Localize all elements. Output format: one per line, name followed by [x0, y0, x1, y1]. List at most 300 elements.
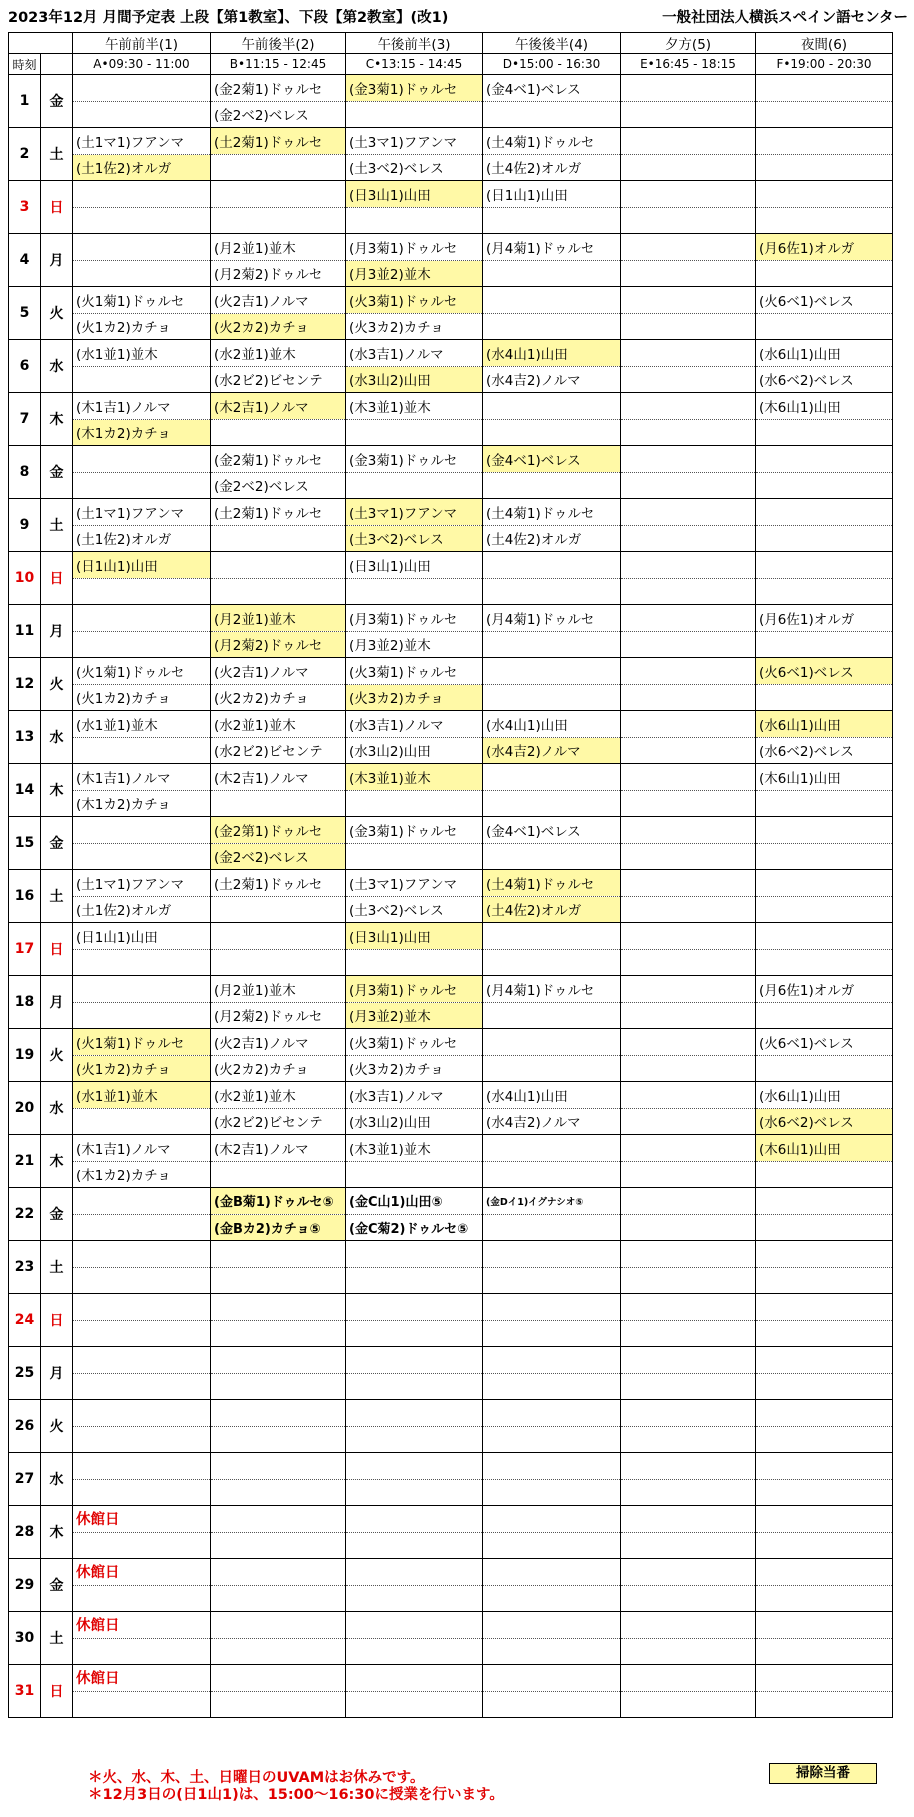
class-slot: (木2吉1)ノルマ — [211, 764, 346, 791]
table-row — [9, 419, 893, 446]
class-slot: (水3吉1)ノルマ — [346, 711, 483, 738]
class-slot — [73, 1400, 211, 1427]
class-slot — [483, 1453, 621, 1480]
table-row — [9, 923, 893, 950]
class-slot — [756, 1002, 893, 1029]
table-row — [9, 1373, 893, 1400]
class-slot: (月2並1)並木 — [211, 976, 346, 1003]
class-slot: (金2ベ2)ベレス — [211, 101, 346, 128]
class-slot: (木1吉1)ノルマ — [73, 764, 211, 791]
day-number: 20 — [9, 1082, 41, 1135]
class-slot — [621, 393, 756, 420]
table-row — [9, 711, 893, 738]
table-row — [9, 1585, 893, 1612]
class-slot: (土3ベ2)ベレス — [346, 896, 483, 923]
class-slot — [483, 658, 621, 685]
class-slot — [483, 207, 621, 234]
class-slot — [756, 75, 893, 102]
class-slot — [756, 419, 893, 446]
class-slot: (月3菊1)ドゥルセ — [346, 976, 483, 1003]
class-slot: (月3並2)並木 — [346, 631, 483, 658]
class-slot — [483, 1029, 621, 1056]
period-time: A•09:30 - 11:00 — [73, 54, 211, 75]
class-slot — [211, 181, 346, 208]
class-slot — [621, 896, 756, 923]
class-slot: (日3山1)山田 — [346, 181, 483, 208]
class-slot — [621, 870, 756, 897]
class-slot: (火1カ2)カチョ — [73, 684, 211, 711]
class-slot: (土3マ1)フアンマ — [346, 499, 483, 526]
class-slot — [73, 1002, 211, 1029]
table-row — [9, 207, 893, 234]
class-slot: (火2吉1)ノルマ — [211, 1029, 346, 1056]
class-slot: (金3菊1)ドゥルセ — [346, 75, 483, 102]
day-number: 18 — [9, 976, 41, 1029]
day-number: 19 — [9, 1029, 41, 1082]
class-slot — [621, 1214, 756, 1241]
day-of-week: 日 — [41, 181, 73, 234]
period-time: E•16:45 - 18:15 — [621, 54, 756, 75]
day-of-week: 火 — [41, 658, 73, 711]
table-row — [9, 1665, 893, 1692]
header-blank — [41, 54, 73, 75]
day-number: 8 — [9, 446, 41, 499]
class-slot — [621, 711, 756, 738]
class-slot — [621, 737, 756, 764]
day-number: 17 — [9, 923, 41, 976]
class-slot: (金4ベ1)ベレス — [483, 75, 621, 102]
table-row — [9, 101, 893, 128]
class-slot: (金4ベ1)ベレス — [483, 817, 621, 844]
day-number: 25 — [9, 1347, 41, 1400]
class-slot: (土2菊1)ドゥルセ — [211, 499, 346, 526]
class-slot — [483, 1267, 621, 1294]
class-slot: (水6ベ2)ベレス — [756, 1108, 893, 1135]
class-slot: (月2並1)並木 — [211, 605, 346, 632]
class-slot — [483, 1400, 621, 1427]
day-number: 1 — [9, 75, 41, 128]
class-slot — [756, 923, 893, 950]
table-row — [9, 1002, 893, 1029]
class-slot — [73, 1691, 211, 1718]
class-slot: (日3山1)山田 — [346, 552, 483, 579]
class-slot — [483, 101, 621, 128]
class-slot — [346, 1453, 483, 1480]
class-slot — [346, 1426, 483, 1453]
day-number: 21 — [9, 1135, 41, 1188]
day-of-week: 土 — [41, 1241, 73, 1294]
period-time: B•11:15 - 12:45 — [211, 54, 346, 75]
class-slot: 休館日 — [73, 1665, 211, 1692]
class-slot: (水3山2)山田 — [346, 737, 483, 764]
class-slot — [73, 631, 211, 658]
class-slot — [756, 1638, 893, 1665]
period-name: 午後後半(4) — [483, 33, 621, 54]
class-slot — [621, 181, 756, 208]
day-of-week: 金 — [41, 75, 73, 128]
class-slot — [73, 1638, 211, 1665]
class-slot — [483, 552, 621, 579]
class-slot — [211, 1161, 346, 1188]
table-row — [9, 1108, 893, 1135]
class-slot — [483, 393, 621, 420]
class-slot — [483, 472, 621, 499]
class-slot — [483, 287, 621, 314]
class-slot — [756, 1665, 893, 1692]
class-slot — [756, 1320, 893, 1347]
day-number: 28 — [9, 1506, 41, 1559]
class-slot — [756, 154, 893, 181]
table-row — [9, 658, 893, 685]
class-slot — [211, 525, 346, 552]
class-slot: (木1カ2)カチョ — [73, 790, 211, 817]
class-slot — [756, 313, 893, 340]
table-row — [9, 1135, 893, 1162]
period-time: F•19:00 - 20:30 — [756, 54, 893, 75]
class-slot — [483, 1347, 621, 1374]
day-number: 12 — [9, 658, 41, 711]
table-row — [9, 1161, 893, 1188]
class-slot: (木1吉1)ノルマ — [73, 1135, 211, 1162]
class-slot — [73, 949, 211, 976]
class-slot: (火2吉1)ノルマ — [211, 287, 346, 314]
table-row — [9, 605, 893, 632]
class-slot: (金2菊1)ドゥルセ — [211, 446, 346, 473]
class-slot — [483, 790, 621, 817]
day-of-week: 木 — [41, 393, 73, 446]
class-slot — [483, 1559, 621, 1586]
class-slot — [211, 154, 346, 181]
class-slot — [756, 525, 893, 552]
class-slot: (土1佐2)オルガ — [73, 896, 211, 923]
class-slot — [346, 578, 483, 605]
class-slot — [211, 790, 346, 817]
day-number: 29 — [9, 1559, 41, 1612]
class-slot: (土1マ1)フアンマ — [73, 870, 211, 897]
class-slot — [756, 128, 893, 155]
day-number: 15 — [9, 817, 41, 870]
class-slot: (火6ベ1)ベレス — [756, 1029, 893, 1056]
class-slot: (水1並1)並木 — [73, 1082, 211, 1109]
class-slot — [621, 976, 756, 1003]
day-of-week: 土 — [41, 1612, 73, 1665]
class-slot — [211, 1267, 346, 1294]
day-of-week: 土 — [41, 128, 73, 181]
class-slot: (水2ビ2)ビセンテ — [211, 737, 346, 764]
class-slot — [346, 207, 483, 234]
class-slot: (水6山1)山田 — [756, 1082, 893, 1109]
class-slot — [483, 949, 621, 976]
class-slot: (水4吉2)ノルマ — [483, 1108, 621, 1135]
class-slot: (土4菊1)ドゥルセ — [483, 870, 621, 897]
class-slot — [346, 1479, 483, 1506]
class-slot: (火6ベ1)ベレス — [756, 658, 893, 685]
class-slot — [211, 1506, 346, 1533]
class-slot: (金2ベ2)ベレス — [211, 472, 346, 499]
class-slot — [346, 1638, 483, 1665]
class-slot — [73, 1479, 211, 1506]
class-slot: (水1並1)並木 — [73, 340, 211, 367]
class-slot — [346, 1347, 483, 1374]
day-of-week: 月 — [41, 976, 73, 1029]
class-slot: (水4吉2)ノルマ — [483, 366, 621, 393]
cleaning-duty-box: 掃除当番 — [769, 1763, 877, 1784]
class-slot — [621, 260, 756, 287]
class-slot: (土1マ1)フアンマ — [73, 499, 211, 526]
class-slot: (水4吉2)ノルマ — [483, 737, 621, 764]
class-slot — [621, 234, 756, 261]
class-slot — [73, 1532, 211, 1559]
class-slot — [756, 1559, 893, 1586]
class-slot — [211, 923, 346, 950]
class-slot — [756, 260, 893, 287]
day-number: 2 — [9, 128, 41, 181]
class-slot — [483, 1161, 621, 1188]
class-slot: (木2吉1)ノルマ — [211, 1135, 346, 1162]
class-slot — [621, 1188, 756, 1215]
class-slot — [73, 1347, 211, 1374]
class-slot — [756, 1453, 893, 1480]
class-slot — [211, 1691, 346, 1718]
table-row — [9, 1691, 893, 1718]
class-slot: (土4佐2)オルガ — [483, 154, 621, 181]
class-slot — [483, 313, 621, 340]
day-number: 4 — [9, 234, 41, 287]
class-slot: (月6佐1)オルガ — [756, 605, 893, 632]
day-of-week: 日 — [41, 1294, 73, 1347]
class-slot — [756, 207, 893, 234]
day-of-week: 土 — [41, 870, 73, 923]
class-slot — [621, 605, 756, 632]
table-row — [9, 896, 893, 923]
header-row-times — [9, 54, 893, 75]
class-slot — [621, 552, 756, 579]
class-slot — [756, 1267, 893, 1294]
class-slot — [211, 1559, 346, 1586]
class-slot — [621, 1320, 756, 1347]
table-row — [9, 287, 893, 314]
class-slot — [73, 1320, 211, 1347]
class-slot — [621, 1241, 756, 1268]
table-row — [9, 1188, 893, 1215]
class-slot — [756, 1612, 893, 1639]
class-slot — [621, 1426, 756, 1453]
class-slot — [756, 1479, 893, 1506]
class-slot — [756, 1426, 893, 1453]
class-slot: (木3並1)並木 — [346, 393, 483, 420]
class-slot — [756, 1691, 893, 1718]
table-row — [9, 1320, 893, 1347]
class-slot: (水2ビ2)ビセンテ — [211, 1108, 346, 1135]
class-slot: (月2並1)並木 — [211, 234, 346, 261]
class-slot: (月3菊1)ドゥルセ — [346, 605, 483, 632]
class-slot — [621, 1029, 756, 1056]
day-number: 5 — [9, 287, 41, 340]
class-slot: 休館日 — [73, 1559, 211, 1586]
day-number: 3 — [9, 181, 41, 234]
class-slot: (火2カ2)カチョ — [211, 1055, 346, 1082]
day-of-week: 火 — [41, 1400, 73, 1453]
table-row — [9, 1241, 893, 1268]
table-row — [9, 313, 893, 340]
class-slot — [346, 1373, 483, 1400]
class-slot — [211, 1400, 346, 1427]
class-slot — [621, 1612, 756, 1639]
class-slot — [211, 1320, 346, 1347]
table-row — [9, 843, 893, 870]
class-slot — [756, 1241, 893, 1268]
class-slot: (木3並1)並木 — [346, 1135, 483, 1162]
period-time: C•13:15 - 14:45 — [346, 54, 483, 75]
day-number: 24 — [9, 1294, 41, 1347]
class-slot: (月6佐1)オルガ — [756, 234, 893, 261]
class-slot — [621, 1135, 756, 1162]
period-time: D•15:00 - 16:30 — [483, 54, 621, 75]
class-slot: (月2菊2)ドゥルセ — [211, 260, 346, 287]
period-name: 夜間(6) — [756, 33, 893, 54]
class-slot — [73, 207, 211, 234]
class-slot: (土3ベ2)ベレス — [346, 525, 483, 552]
table-row — [9, 1506, 893, 1533]
table-row — [9, 1453, 893, 1480]
class-slot: (水3吉1)ノルマ — [346, 1082, 483, 1109]
class-slot — [346, 472, 483, 499]
class-slot — [756, 949, 893, 976]
note-line: ＊火、水、木、土、日曜日のUVAMはお休みです。 — [88, 1770, 425, 1786]
class-slot — [756, 1585, 893, 1612]
class-slot — [621, 684, 756, 711]
table-row — [9, 1426, 893, 1453]
class-slot — [73, 446, 211, 473]
class-slot: (水6山1)山田 — [756, 711, 893, 738]
class-slot — [621, 658, 756, 685]
day-of-week: 火 — [41, 1029, 73, 1082]
class-slot — [483, 1506, 621, 1533]
class-slot — [73, 234, 211, 261]
class-slot — [483, 578, 621, 605]
schedule-grid — [8, 32, 893, 1718]
class-slot — [621, 1665, 756, 1692]
class-slot: (火1菊1)ドゥルセ — [73, 1029, 211, 1056]
table-row — [9, 393, 893, 420]
class-slot — [621, 1082, 756, 1109]
class-slot — [756, 817, 893, 844]
class-slot — [621, 472, 756, 499]
organization-name: 一般社団法人横浜スペイン語センター — [662, 10, 908, 26]
class-slot — [621, 313, 756, 340]
class-slot — [483, 1294, 621, 1321]
table-row — [9, 1294, 893, 1321]
day-number: 13 — [9, 711, 41, 764]
class-slot — [756, 499, 893, 526]
period-name: 午前前半(1) — [73, 33, 211, 54]
class-slot — [483, 260, 621, 287]
class-slot — [621, 1506, 756, 1533]
page-title: 2023年12月 月間予定表 上段【第1教室】、下段【第2教室】(改1) — [8, 10, 449, 26]
class-slot — [73, 1188, 211, 1215]
class-slot — [483, 1135, 621, 1162]
day-number: 14 — [9, 764, 41, 817]
class-slot — [211, 1453, 346, 1480]
class-slot — [756, 446, 893, 473]
class-slot — [621, 764, 756, 791]
day-number: 26 — [9, 1400, 41, 1453]
table-row — [9, 525, 893, 552]
class-slot: (火2カ2)カチョ — [211, 684, 346, 711]
note-line: ＊12月3日の(日1山1)は、15:00〜16:30に授業を行います。 — [88, 1787, 504, 1803]
class-slot: (火1カ2)カチョ — [73, 313, 211, 340]
class-slot — [756, 896, 893, 923]
class-slot — [211, 552, 346, 579]
class-slot: (日1山1)山田 — [73, 552, 211, 579]
class-slot — [756, 1161, 893, 1188]
period-name: 夕方(5) — [621, 33, 756, 54]
class-slot: (水4山1)山田 — [483, 340, 621, 367]
class-slot: (木1吉1)ノルマ — [73, 393, 211, 420]
class-slot — [621, 923, 756, 950]
class-slot: (火2カ2)カチョ — [211, 313, 346, 340]
class-slot — [621, 207, 756, 234]
table-row — [9, 128, 893, 155]
class-slot: (月4菊1)ドゥルセ — [483, 605, 621, 632]
day-number: 23 — [9, 1241, 41, 1294]
class-slot: (月4菊1)ドゥルセ — [483, 234, 621, 261]
table-row — [9, 578, 893, 605]
table-row — [9, 1638, 893, 1665]
class-slot — [211, 1241, 346, 1268]
class-slot — [346, 1585, 483, 1612]
day-of-week: 水 — [41, 1453, 73, 1506]
period-name: 午前後半(2) — [211, 33, 346, 54]
class-slot: (水6ベ2)ベレス — [756, 737, 893, 764]
class-slot: (月3並2)並木 — [346, 260, 483, 287]
class-slot — [621, 419, 756, 446]
table-row — [9, 499, 893, 526]
class-slot — [346, 790, 483, 817]
class-slot: (土4菊1)ドゥルセ — [483, 128, 621, 155]
day-of-week: 木 — [41, 764, 73, 817]
day-of-week: 木 — [41, 1506, 73, 1559]
class-slot — [621, 1267, 756, 1294]
class-slot — [211, 207, 346, 234]
class-slot — [483, 1426, 621, 1453]
class-slot — [346, 1506, 483, 1533]
class-slot — [346, 1320, 483, 1347]
class-slot — [621, 1400, 756, 1427]
class-slot — [621, 1532, 756, 1559]
day-of-week: 金 — [41, 1559, 73, 1612]
class-slot: (金2ベ2)ベレス — [211, 843, 346, 870]
class-slot — [73, 605, 211, 632]
class-slot — [756, 1532, 893, 1559]
class-slot: (月2菊2)ドゥルセ — [211, 1002, 346, 1029]
day-number: 22 — [9, 1188, 41, 1241]
class-slot: (水4山1)山田 — [483, 711, 621, 738]
class-slot: (月4菊1)ドゥルセ — [483, 976, 621, 1003]
class-slot — [483, 1665, 621, 1692]
class-slot: (金C山1)山田⑤ — [346, 1188, 483, 1215]
table-row — [9, 1267, 893, 1294]
class-slot — [211, 419, 346, 446]
class-slot — [621, 1373, 756, 1400]
class-slot: (水3吉1)ノルマ — [346, 340, 483, 367]
class-slot — [346, 1294, 483, 1321]
table-row — [9, 366, 893, 393]
class-slot: (金Bカ2)カチョ⑤ — [211, 1214, 346, 1241]
class-slot — [756, 1400, 893, 1427]
table-row — [9, 1612, 893, 1639]
table-row — [9, 75, 893, 102]
